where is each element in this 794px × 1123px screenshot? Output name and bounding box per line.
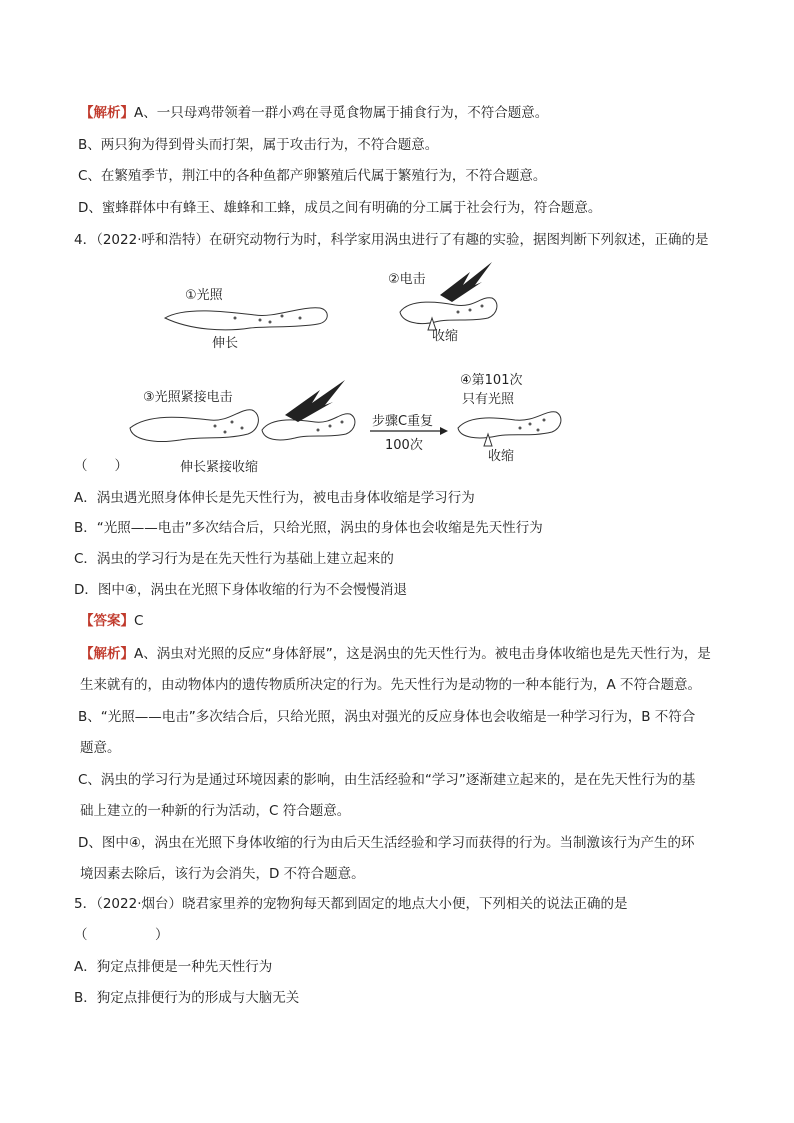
q4-option-a: A．涡虫遇光照身体伸长是先天性行为，被电击身体收缩是学习行为 [74,490,475,506]
analysis-prev-b: B、两只狗为得到骨头而打架，属于攻击行为，不符合题意。 [78,137,439,153]
q4-analysis-c1: C、涡虫的学习行为是通过环境因素的影响，由生活经验和“学习”逐渐建立起来的，是在先天性行为的基 [78,772,696,788]
fig-label-3b: 伸长紧接收缩 [180,460,259,475]
q5-option-b: B．狗定点排便行为的形成与大脑无关 [74,990,300,1006]
q4-figure [0,250,794,480]
fig-step-label: 步骤C重复 [372,414,434,429]
analysis-prev-d: D、蜜蜂群体中有蜂王、雄蜂和工蜂，成员之间有明确的分工属于社会行为，符合题意。 [78,200,602,216]
fig-label-4a: ④第101次 [460,373,523,388]
q4-analysis-d2: 境因素去除后，该行为会消失，D 不符合题意。 [80,866,365,882]
worm-contracted-4 [458,412,561,446]
fig-label-3: ③光照紧接电击 [143,390,233,405]
q4-option-b: B．“光照——电击”多次结合后，只给光照，涡虫的身体也会收缩是先天性行为 [74,520,543,536]
lightning-icon [440,262,492,302]
worm-extended-3 [130,410,258,442]
worm-contracted-2 [400,298,497,330]
fig-label-4c: 收缩 [488,449,515,464]
fig-label-2b: 收缩 [432,329,459,344]
analysis-prev-a [80,104,724,122]
analysis-prev-c: C、在繁殖季节，荆江中的各种鱼都产卵繁殖后代属于繁殖行为，不符合题意。 [78,168,547,184]
fig-label-2: ②电击 [388,272,426,287]
fig-label-1b: 伸长 [212,336,239,351]
q4-option-c: C．涡虫的学习行为是在先天性行为基础上建立起来的 [74,551,394,567]
answer-tag: 【答案】 [80,613,134,629]
q5-stem: 5．（2022·烟台）晓君家里养的宠物狗每天都到固定的地点大小便，下列相关的说法正确的是 [74,896,628,912]
q5-option-a: A．狗定点排便是一种先天性行为 [74,959,273,975]
q4-analysis-c2: 础上建立的一种新的行为活动，C 符合题意。 [80,803,351,819]
answer-value: C [134,613,144,629]
q4-stem: 4．（2022·呼和浩特）在研究动物行为时，科学家用涡虫进行了有趣的实验，据图判断下列叙述，正确的是 [74,232,709,248]
fig-label-4b: 只有光照 [462,392,515,407]
worm-contracted-3 [262,414,355,440]
analysis-tag: 【解析】 [80,105,134,121]
q4-analysis-a2: 生来就有的，由动物体内的遗传物质所决定的行为。先天性行为是动物的一种本能行为，A 不符合题意。 [80,677,702,693]
worm-extended-1 [165,308,327,330]
analysis-tag: 【解析】 [80,646,134,662]
q4-analysis-d1: D、图中④，涡虫在光照下身体收缩的行为由后天生活经验和学习而获得的行为。当制激该行为产生的环 [78,835,695,851]
q5-paren: （ ） [74,927,169,943]
fig-label-1: ①光照 [185,288,223,303]
q4-analysis-b1: B、“光照——电击”多次结合后，只给光照，涡虫对强光的反应身体也会收缩是一种学习行为，B 不符合 [78,709,696,725]
q4-option-d: D．图中④，涡虫在光照下身体收缩的行为不会慢慢消退 [74,582,407,598]
analysis-text: A、涡虫对光照的反应“身体舒展”，这是涡虫的先天性行为。被电击身体收缩也是先天性行为，是 [134,646,711,662]
analysis-text: A、一只母鸡带领着一群小鸡在寻觅食物属于捕食行为，不符合题意。 [134,105,549,121]
q4-analysis-a1 [80,645,724,663]
q4-paren: （ ） [74,458,128,474]
q4-analysis-b2: 题意。 [80,740,121,756]
fig-step-count: 100次 [385,438,423,453]
q4-answer [80,612,724,630]
arrow-head-icon [440,427,448,435]
lightning-icon [285,380,345,422]
